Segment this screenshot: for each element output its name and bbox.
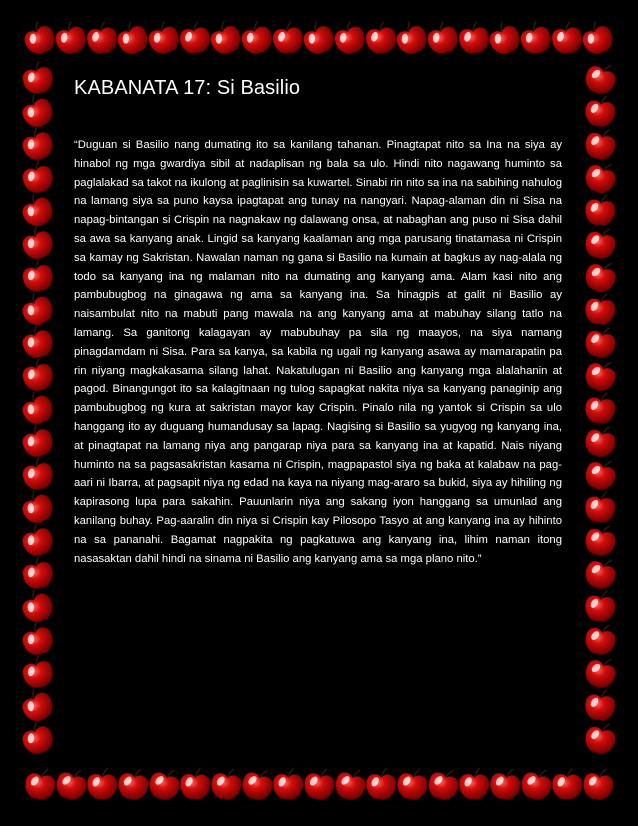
red-apple-icon <box>271 20 305 55</box>
chapter-title: KABANATA 17: Si Basilio <box>74 77 301 99</box>
red-apple-icon <box>581 157 621 198</box>
red-apple-icon <box>20 653 56 690</box>
red-apple-icon <box>18 520 57 560</box>
red-apple-icon <box>364 20 398 55</box>
red-apple-icon <box>298 18 338 59</box>
red-apple-icon <box>18 421 57 461</box>
red-apple-icon <box>273 767 304 799</box>
red-apple-icon <box>583 93 617 128</box>
red-apple-icon <box>395 766 430 802</box>
red-apple-icon <box>459 767 490 799</box>
red-apple-icon <box>18 322 57 362</box>
red-apple-icon <box>16 90 57 132</box>
red-apple-icon <box>20 455 56 492</box>
red-apple-icon <box>16 387 57 429</box>
red-apple-icon <box>18 124 57 164</box>
red-apple-icon <box>582 521 619 559</box>
red-apple-icon <box>331 19 368 57</box>
red-apple-icon <box>425 764 463 803</box>
red-apple-icon <box>16 189 57 231</box>
red-apple-icon <box>583 291 617 326</box>
red-apple-icon <box>16 486 57 528</box>
red-apple-icon <box>424 19 461 57</box>
red-apple-icon <box>52 19 89 57</box>
red-apple-icon <box>239 764 277 803</box>
red-apple-icon <box>582 422 619 460</box>
red-apple-icon <box>582 719 619 757</box>
red-apple-icon <box>583 588 617 623</box>
red-apple-icon <box>20 554 56 591</box>
red-apple-icon <box>16 585 57 627</box>
red-apple-icon <box>178 20 212 55</box>
red-apple-icon <box>302 766 337 802</box>
red-apple-icon <box>18 619 57 659</box>
red-apple-icon <box>581 454 621 495</box>
red-apple-icon <box>112 18 152 59</box>
red-apple-icon <box>518 764 556 803</box>
red-apple-icon <box>116 766 151 802</box>
red-apple-icon <box>209 766 244 802</box>
red-apple-icon <box>20 356 56 393</box>
red-apple-icon <box>23 766 58 802</box>
red-apple-icon <box>85 20 119 55</box>
red-apple-icon <box>583 390 617 425</box>
red-apple-icon <box>20 158 56 195</box>
red-apple-icon <box>583 489 617 524</box>
red-apple-icon <box>581 355 621 396</box>
red-apple-icon <box>550 20 584 55</box>
red-apple-icon <box>366 767 397 799</box>
red-apple-icon <box>391 18 431 59</box>
red-apple-icon <box>180 767 211 799</box>
red-apple-icon <box>581 652 621 693</box>
red-apple-icon <box>582 125 619 163</box>
red-apple-icon <box>205 18 245 59</box>
red-apple-icon <box>517 19 554 57</box>
red-apple-icon <box>457 20 491 55</box>
red-apple-icon <box>16 684 57 726</box>
red-apple-icon <box>581 766 616 802</box>
red-apple-icon <box>582 620 619 658</box>
red-apple-icon <box>18 718 57 758</box>
red-apple-icon <box>145 19 182 57</box>
red-apple-icon <box>582 323 619 361</box>
red-apple-icon <box>18 223 57 263</box>
red-apple-icon <box>582 224 619 262</box>
red-apple-icon <box>583 687 617 722</box>
red-apple-icon <box>581 553 621 594</box>
chapter-body-text: “Duguan si Basilio nang dumating ito sa kanilang tahanan. Pinagtapat nito sa Ina na siya ay hinabol ng mga gwardiya sibil at nadaplisan ng bala sa ulo. Hindi nito nagawang huminto sa paglalakad sa takot na ikulong at paglinisin sa kuwartel. Sinabi rin nito sa ina na sabihing nahulog na lamang siya sa puno kaysa ipagtapat ang tunay na nangyari. Napag-alaman din ni Sisa na napag-bintangan si Crispin na nagnakaw ng dalawang onsa, at nabaghan ang puso ni Sisa dahil sa awa sa kanyang anak. Lingid sa kanyang kaalaman ang mga parusang tinatamasa ni Crispin sa kamay ng Sakristan. Nawalan naman ng gana si Basilio na kumain at bagkus ay nag-alala ng todo sa kanyang ina ng malaman nito na dumating ang kanyang ama. Alam kasi nito ang pambubugbog na ginagawa ng ama sa kanyang ina. Sa hinagpis at galit ni Basilio ay naisambulat nito na mabuti pang mawala na ang kanyang ama at mabuhay silang tatlo na lamang. Sa ganitong kalagayan ay mabubuhay pa sila ng maayos, na siya namang pinagdamdam ni Sisa. Para sa kanya, sa kabila ng ugali ng kanyang asawa ay mamarapatin pa rin niyang magkakasama silang lahat. Nakatulugan ni Basilio ang kanyang mga alalahanin at pagod. Binangungot ito sa kalagitnaan ng tulog sapagkat nakita niya sa kanyang panaginip ang pambubugbog ng kura at sakristan mayor kay Crispin. Pinalo nila ng yantok si Crispin sa ulo hanggang ito ay duguang humandusay sa lapag. Nagising si Basilio sa yugyog ng kanyang ina, at pinagtapat na lamang niya ang pangarap niya para sa kanyang ina at kapatid. Nais niyang huminto na sa pagsasakristan kasama ni Crispin, magpapastol siya ng baka at kalabaw na pag-aari ni Ibarra, at pagsapit niya ng edad na kaya na niyang mag-araro sa bukid, siya ay hihiling ng kapirasong lupa para sakahin. Pauunlarin niya ang sakang iyon hanggang sa umunlad ang kanilang buhay. Pag-aaralin din niya si Crispin kay Pilosopo Tasyo at ang kanyang ina ay hihinto na sa pananahi. Bagamat nagpakita ng pagkatuwa ang kanyang ina, lihim naman itong nasasaktan dahil hindi na sinama ni Basilio ang kanyang ama sa mga plano nito.” <box>74 139 562 565</box>
red-apple-icon <box>332 764 370 803</box>
document-content <box>74 77 562 568</box>
red-apple-icon <box>484 18 524 59</box>
red-apple-icon <box>20 59 56 96</box>
red-apple-icon <box>552 767 583 799</box>
red-apple-icon <box>16 288 57 330</box>
red-apple-icon <box>577 18 617 59</box>
red-apple-icon <box>146 764 184 803</box>
red-apple-icon <box>583 192 617 227</box>
red-apple-icon <box>53 764 91 803</box>
red-apple-icon <box>19 18 59 59</box>
red-apple-icon <box>488 766 523 802</box>
red-apple-icon <box>581 58 621 99</box>
red-apple-icon <box>20 257 56 294</box>
red-apple-icon <box>581 256 621 297</box>
red-apple-icon <box>238 19 275 57</box>
red-apple-icon <box>87 767 118 799</box>
